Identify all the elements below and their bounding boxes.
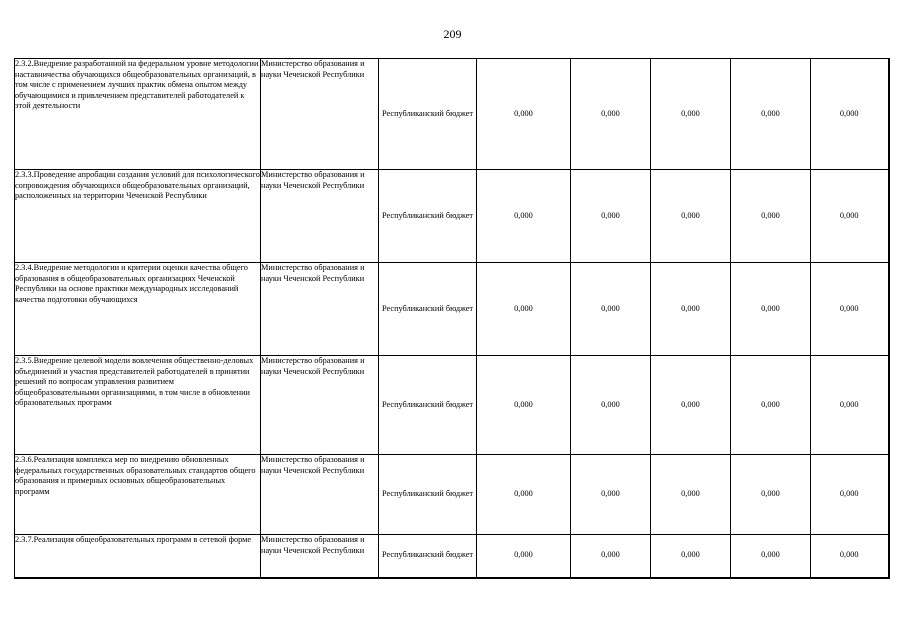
value-cell: 0,000 bbox=[477, 59, 571, 170]
activity-cell: 2.3.7.Реализация общеобразовательных программ в сетевой форме bbox=[15, 535, 261, 578]
value-cell: 0,000 bbox=[571, 455, 651, 535]
table-row bbox=[15, 455, 889, 535]
value-cell: 0,000 bbox=[811, 170, 889, 263]
table-row bbox=[15, 356, 889, 455]
executor-cell: Министерство образования и науки Чеченской Республики bbox=[261, 263, 379, 356]
executor-cell: Министерство образования и науки Чеченской Республики bbox=[261, 170, 379, 263]
value-cell: 0,000 bbox=[811, 455, 889, 535]
value-cell: 0,000 bbox=[477, 356, 571, 455]
funding-source-cell: Республиканский бюджет bbox=[379, 356, 477, 455]
value-cell: 0,000 bbox=[477, 263, 571, 356]
executor-cell: Министерство образования и науки Чеченской Республики bbox=[261, 356, 379, 455]
funding-source-cell: Республиканский бюджет bbox=[379, 59, 477, 170]
value-cell: 0,000 bbox=[651, 356, 731, 455]
value-cell: 0,000 bbox=[811, 356, 889, 455]
value-cell: 0,000 bbox=[477, 455, 571, 535]
value-cell: 0,000 bbox=[731, 356, 811, 455]
value-cell: 0,000 bbox=[651, 535, 731, 578]
value-cell: 0,000 bbox=[651, 263, 731, 356]
activity-cell: 2.3.4.Внедрение методологии и критерии оценки качества общего образования в общеобразовательных организациях Чеченской Республики на основе практики международных исследований качества подготовки обучающихся bbox=[15, 263, 261, 356]
activity-cell: 2.3.2.Внедрение разработанной на федеральном уровне методологии наставничества обучающихся общеобразовательных организаций, в том числе с применением лучших практик обмена опытом между обучающимися и привлечением представителей работодателей к этой деятельности bbox=[15, 59, 261, 170]
table-row bbox=[15, 59, 889, 170]
value-cell: 0,000 bbox=[731, 455, 811, 535]
value-cell: 0,000 bbox=[651, 455, 731, 535]
value-cell: 0,000 bbox=[651, 59, 731, 170]
value-cell: 0,000 bbox=[731, 59, 811, 170]
executor-cell: Министерство образования и науки Чеченской Республики bbox=[261, 535, 379, 578]
value-cell: 0,000 bbox=[571, 170, 651, 263]
value-cell: 0,000 bbox=[651, 170, 731, 263]
value-cell: 0,000 bbox=[731, 263, 811, 356]
value-cell: 0,000 bbox=[477, 170, 571, 263]
value-cell: 0,000 bbox=[811, 535, 889, 578]
value-cell: 0,000 bbox=[571, 535, 651, 578]
funding-source-cell: Республиканский бюджет bbox=[379, 455, 477, 535]
value-cell: 0,000 bbox=[731, 170, 811, 263]
value-cell: 0,000 bbox=[477, 535, 571, 578]
funding-source-cell: Республиканский бюджет bbox=[379, 263, 477, 356]
value-cell: 0,000 bbox=[571, 59, 651, 170]
table-row bbox=[15, 535, 889, 578]
activity-cell: 2.3.6.Реализация комплекса мер по внедрению обновленных федеральных государственных образовательных стандартов общего образования и примерных основных общеобразовательных программ bbox=[15, 455, 261, 535]
value-cell: 0,000 bbox=[571, 263, 651, 356]
value-cell: 0,000 bbox=[731, 535, 811, 578]
value-cell: 0,000 bbox=[811, 263, 889, 356]
table-row bbox=[15, 170, 889, 263]
funding-source-cell: Республиканский бюджет bbox=[379, 170, 477, 263]
activity-cell: 2.3.3.Проведение апробации создания условий для психологического сопровождения обучающихся общеобразовательных организаций, расположенных на территории Чеченской Республики bbox=[15, 170, 261, 263]
executor-cell: Министерство образования и науки Чеченской Республики bbox=[261, 59, 379, 170]
funding-table bbox=[14, 58, 890, 579]
page-number: 209 bbox=[443, 27, 462, 41]
activity-cell: 2.3.5.Внедрение целевой модели вовлечения общественно-деловых объединений и участия представителей работодателей в принятии решений по вопросам управления развитием общеобразовательными организациями, в том числе в обновлении образовательных программ bbox=[15, 356, 261, 455]
funding-source-cell: Республиканский бюджет bbox=[379, 535, 477, 578]
value-cell: 0,000 bbox=[571, 356, 651, 455]
value-cell: 0,000 bbox=[811, 59, 889, 170]
table-row bbox=[15, 263, 889, 356]
executor-cell: Министерство образования и науки Чеченской Республики bbox=[261, 455, 379, 535]
